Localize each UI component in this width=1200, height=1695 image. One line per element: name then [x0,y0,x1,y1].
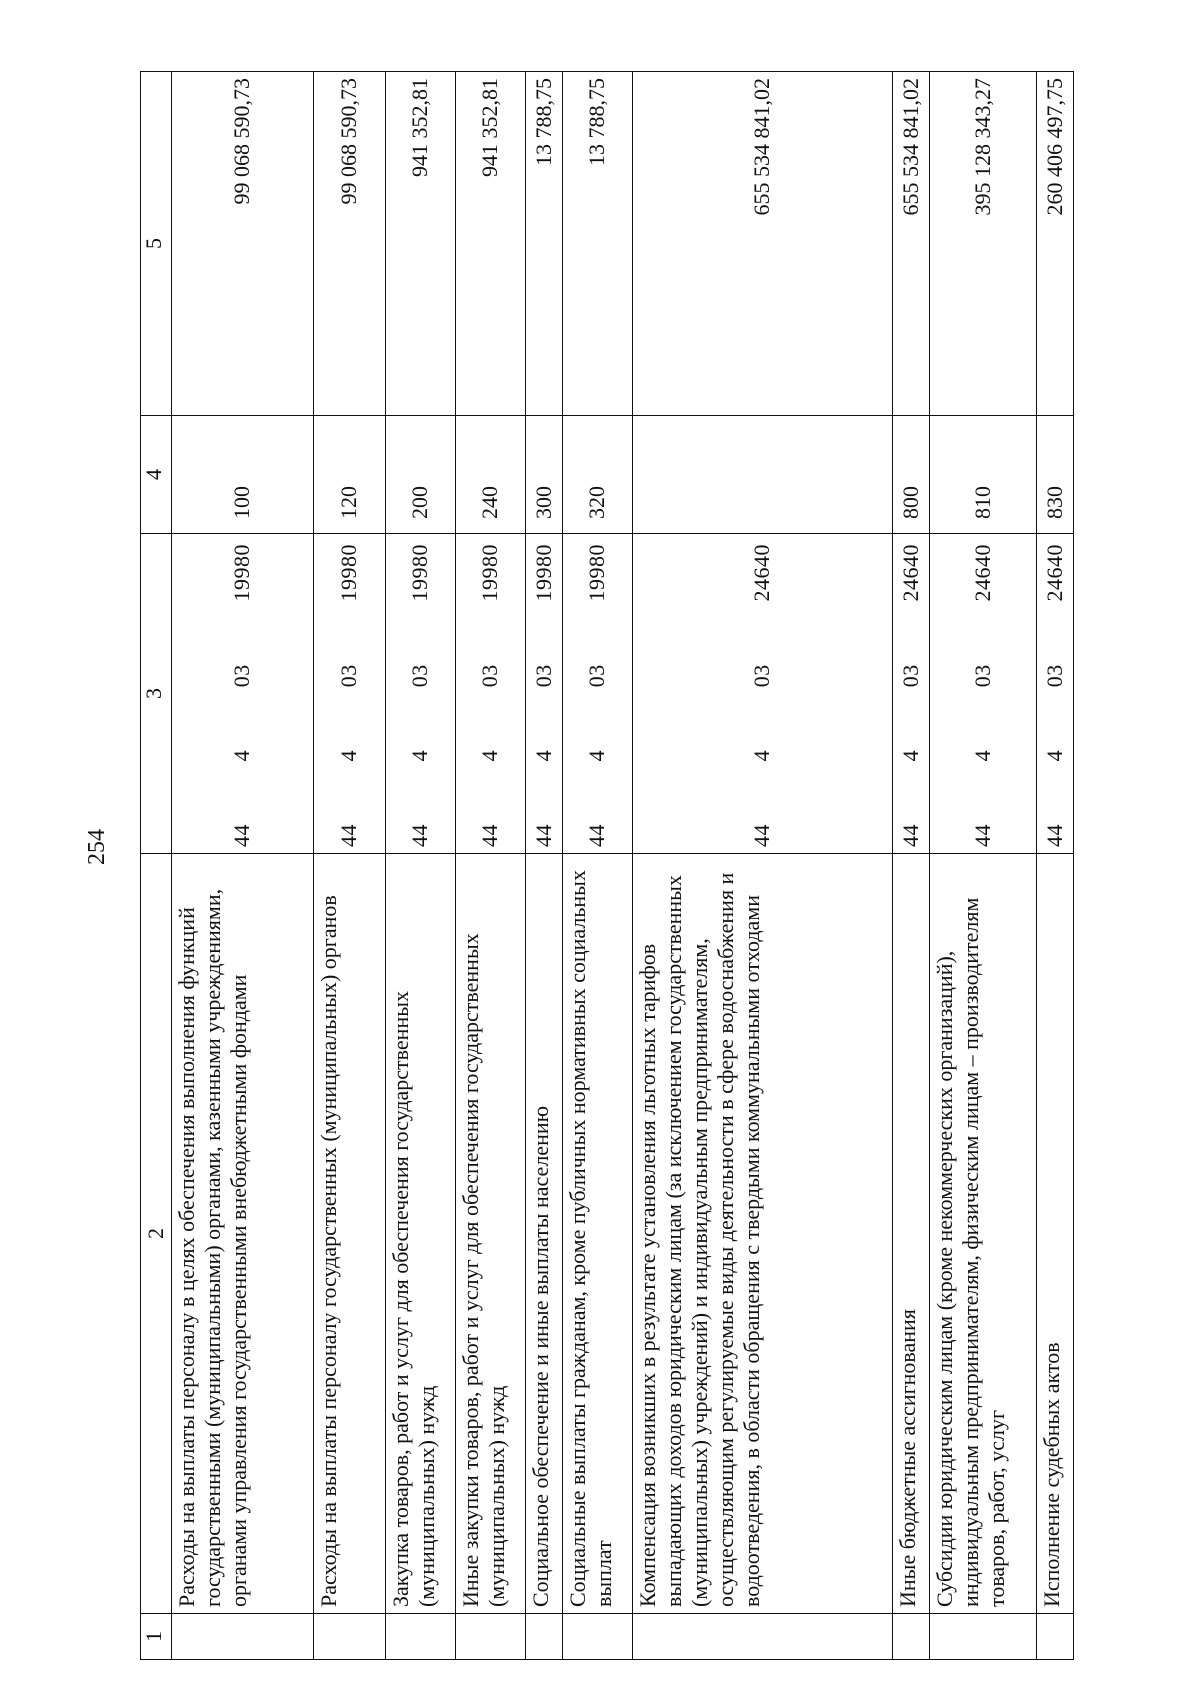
row-index-cell [386,1614,456,1660]
code-part: 4 [229,749,255,762]
header-col-2: 2 [141,854,172,1614]
row-kvr-cell [632,416,892,534]
table-row [525,72,562,1660]
table-row [892,72,929,1660]
budget-table [140,71,1074,1660]
header-col-5: 5 [141,72,172,416]
row-kvr-cell: 240 [455,416,525,534]
row-name-cell: Субсидии юридическим лицам (кроме некоммерческих организаций), индивидуальным предпринимателям, физическим лицам – производителям товаров, работ, услуг [929,854,1036,1614]
budget-table-container [140,72,1074,1660]
row-code-cell [632,534,892,854]
page-number: 254 [84,829,110,865]
code-part: 44 [969,824,995,847]
code-part: 4 [1041,749,1067,762]
code-part: 03 [530,664,556,688]
header-row [141,72,172,1660]
table-row [172,72,314,1660]
code-part: 4 [530,749,556,762]
code-part: 03 [897,664,923,688]
row-name-cell: Исполнение судебных актов [1036,854,1073,1614]
code-part: 03 [1041,664,1067,688]
row-index-cell [525,1614,562,1660]
row-amount-cell: 655 534 841,02 [892,72,929,416]
row-name-cell: Расходы на выплаты персоналу в целях обеспечения выполнения функций государственными (муниципальными) органами, казенными учреждениями, органами управления государственными внебюджетными фондами [172,854,314,1614]
code-part: 44 [477,824,503,847]
code-part: 4 [969,749,995,762]
code-part: 44 [1041,824,1067,847]
code-part: 03 [969,664,995,688]
row-code-cell [562,534,632,854]
row-amount-cell: 941 352,81 [386,72,456,416]
row-index-cell [455,1614,525,1660]
row-code-cell [386,534,456,854]
row-code-cell [892,534,929,854]
row-amount-cell: 99 068 590,73 [172,72,314,416]
code-part: 19980 [407,544,433,602]
row-kvr-cell: 200 [386,416,456,534]
row-name-cell: Расходы на выплаты персоналу государственных (муниципальных) органов [313,854,385,1614]
code-part: 4 [477,749,503,762]
code-part: 03 [336,664,362,688]
table-row [929,72,1036,1660]
code-part: 44 [407,824,433,847]
code-part: 44 [229,824,255,847]
row-code-cell [929,534,1036,854]
code-part: 03 [229,664,255,688]
header-col-4: 4 [141,416,172,534]
row-amount-cell: 941 352,81 [455,72,525,416]
code-part: 44 [336,824,362,847]
code-part: 4 [584,749,610,762]
code-part: 44 [584,824,610,847]
row-name-cell: Иные закупки товаров, работ и услуг для обеспечения государственных (муниципальных) нужд [455,854,525,1614]
row-kvr-cell: 800 [892,416,929,534]
row-amount-cell: 655 534 841,02 [632,72,892,416]
code-part: 24640 [749,544,775,602]
table-row [632,72,892,1660]
row-index-cell [313,1614,385,1660]
row-code-cell [1036,534,1073,854]
code-part: 03 [407,664,433,688]
row-name-cell: Иные бюджетные ассигнования [892,854,929,1614]
row-kvr-cell: 100 [172,416,314,534]
row-index-cell [562,1614,632,1660]
row-code-cell [525,534,562,854]
row-kvr-cell: 120 [313,416,385,534]
row-amount-cell: 99 068 590,73 [313,72,385,416]
row-kvr-cell: 320 [562,416,632,534]
code-part: 19980 [229,544,255,602]
code-part: 19980 [584,544,610,602]
code-part: 03 [477,664,503,688]
table-row [386,72,456,1660]
row-code-cell [172,534,314,854]
row-name-cell: Социальное обеспечение и иные выплаты населению [525,854,562,1614]
header-col-3: 3 [141,534,172,854]
header-col-1: 1 [141,1614,172,1660]
table-row [313,72,385,1660]
row-index-cell [929,1614,1036,1660]
code-part: 4 [897,749,923,762]
row-index-cell [632,1614,892,1660]
code-part: 4 [336,749,362,762]
table-row [1036,72,1073,1660]
code-part: 19980 [530,544,556,602]
code-part: 19980 [477,544,503,602]
code-part: 03 [584,664,610,688]
code-part: 44 [897,824,923,847]
row-index-cell [1036,1614,1073,1660]
code-part: 24640 [1041,544,1067,602]
row-kvr-cell: 830 [1036,416,1073,534]
table-row [455,72,525,1660]
code-part: 24640 [897,544,923,602]
code-part: 19980 [336,544,362,602]
row-name-cell: Компенсация возникших в результате установления льготных тарифов выпадающих доходов юридическим лицам (за исключением государственных (муниципальных) учреждений) и индивидуальным предпринимателям, осуществляющим регулируемые виды деятельности в сфере водоснабжения и водоотведения, в области обращения с твердыми коммунальными отходами [632,854,892,1614]
code-part: 24640 [969,544,995,602]
row-kvr-cell: 300 [525,416,562,534]
row-name-cell: Социальные выплаты гражданам, кроме публичных нормативных социальных выплат [562,854,632,1614]
code-part: 44 [530,824,556,847]
table-row [562,72,632,1660]
code-part: 44 [749,824,775,847]
row-index-cell [172,1614,314,1660]
row-code-cell [313,534,385,854]
row-index-cell [892,1614,929,1660]
code-part: 4 [749,749,775,762]
row-name-cell: Закупка товаров, работ и услуг для обеспечения государственных (муниципальных) нужд [386,854,456,1614]
row-amount-cell: 395 128 343,27 [929,72,1036,416]
row-amount-cell: 13 788,75 [562,72,632,416]
row-code-cell [455,534,525,854]
row-kvr-cell: 810 [929,416,1036,534]
code-part: 4 [407,749,433,762]
row-amount-cell: 260 406 497,75 [1036,72,1073,416]
code-part: 03 [749,664,775,688]
row-amount-cell: 13 788,75 [525,72,562,416]
